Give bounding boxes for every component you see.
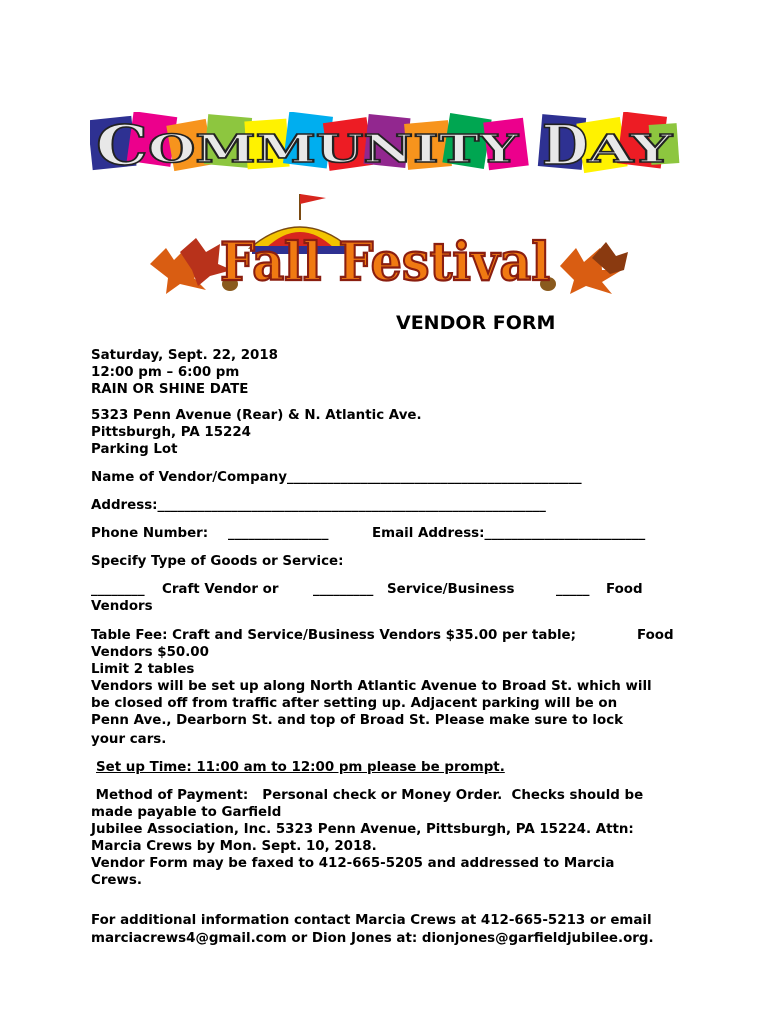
location-address: 5323 Penn Avenue (Rear) & N. Atlantic Ave. [91, 408, 422, 423]
vendor-name-field[interactable]: Name of Vendor/Company____________________________________________ [91, 470, 582, 485]
vendor-type-options [91, 581, 691, 615]
page-title: VENDOR FORM [396, 312, 556, 334]
service-business-label: Service/Business [387, 582, 515, 597]
flag-icon [300, 194, 326, 204]
goods-type-label: Specify Type of Goods or Service: [91, 554, 344, 569]
contact-line: marciacrews4@gmail.com or Dion Jones at: dionjones@garfieldjubilee.org. [91, 931, 654, 946]
payment-line: Vendor Form may be faxed to 412-665-5205 and addressed to Marcia [91, 856, 615, 871]
food-vendor-fee: Vendors $50.00 [91, 645, 209, 660]
event-weather-note: RAIN OR SHINE DATE [91, 382, 249, 397]
setup-time: Set up Time: 11:00 am to 12:00 pm please be prompt. [96, 760, 505, 775]
location-city: Pittsburgh, PA 15224 [91, 425, 251, 440]
service-business-checkbox[interactable]: _________ [313, 582, 374, 597]
craft-vendor-label: Craft Vendor or [162, 582, 279, 597]
setup-note-line: your cars. [91, 732, 167, 747]
table-fee-section [91, 627, 691, 748]
fall-festival-logo [140, 186, 632, 298]
svg-text:D: D [542, 113, 588, 177]
event-location [91, 407, 422, 458]
contact-line: For additional information contact Marcia Crews at 412-665-5213 or email [91, 913, 652, 928]
food-vendor-label: Food [606, 582, 643, 597]
event-details [91, 347, 278, 398]
food-fee-label: Food [637, 628, 674, 643]
setup-note-line: Vendors will be set up along North Atlantic Avenue to Broad St. which will [91, 679, 652, 694]
community-day-logo [90, 112, 680, 178]
address-field[interactable]: Address:__________________________________________________________ [91, 498, 546, 513]
phone-field[interactable]: _______________ [228, 526, 329, 541]
payment-line: Method of Payment: Personal check or Money Order. Checks should be [91, 788, 644, 803]
food-vendor-label-cont: Vendors [91, 599, 153, 614]
food-vendor-checkbox[interactable]: _____ [556, 582, 590, 597]
phone-label: Phone Number: [91, 526, 209, 541]
svg-text:OMMUNITY: OMMUNITY [148, 126, 520, 171]
setup-note-line: Penn Ave., Dearborn St. and top of Broad St. Please make sure to lock [91, 713, 624, 728]
setup-note-line: be closed off from traffic after setting up. Adjacent parking will be on [91, 696, 618, 711]
payment-line: made payable to Garfield [91, 805, 282, 820]
fall-festival-lettering [220, 232, 550, 293]
payment-line: Jubilee Association, Inc. 5323 Penn Avenue, Pittsburgh, PA 15224. Attn: [91, 822, 634, 837]
svg-text:C: C [96, 113, 148, 177]
table-fee-text: Table Fee: Craft and Service/Business Vendors $35.00 per table; [91, 628, 576, 643]
contact-info [91, 912, 654, 947]
svg-text:AY: AY [586, 126, 674, 171]
craft-vendor-checkbox[interactable]: ________ [91, 582, 145, 597]
table-limit: Limit 2 tables [91, 662, 195, 677]
payment-line: Marcia Crews by Mon. Sept. 10, 2018. [91, 839, 377, 854]
email-field[interactable]: Email Address:________________________ [372, 526, 646, 541]
payment-section [91, 787, 643, 889]
svg-text:Fall Festival: Fall Festival [220, 232, 550, 293]
event-date: Saturday, Sept. 22, 2018 [91, 348, 278, 363]
location-place: Parking Lot [91, 442, 178, 457]
payment-line: Crews. [91, 873, 142, 888]
event-time: 12:00 pm – 6:00 pm [91, 365, 240, 380]
